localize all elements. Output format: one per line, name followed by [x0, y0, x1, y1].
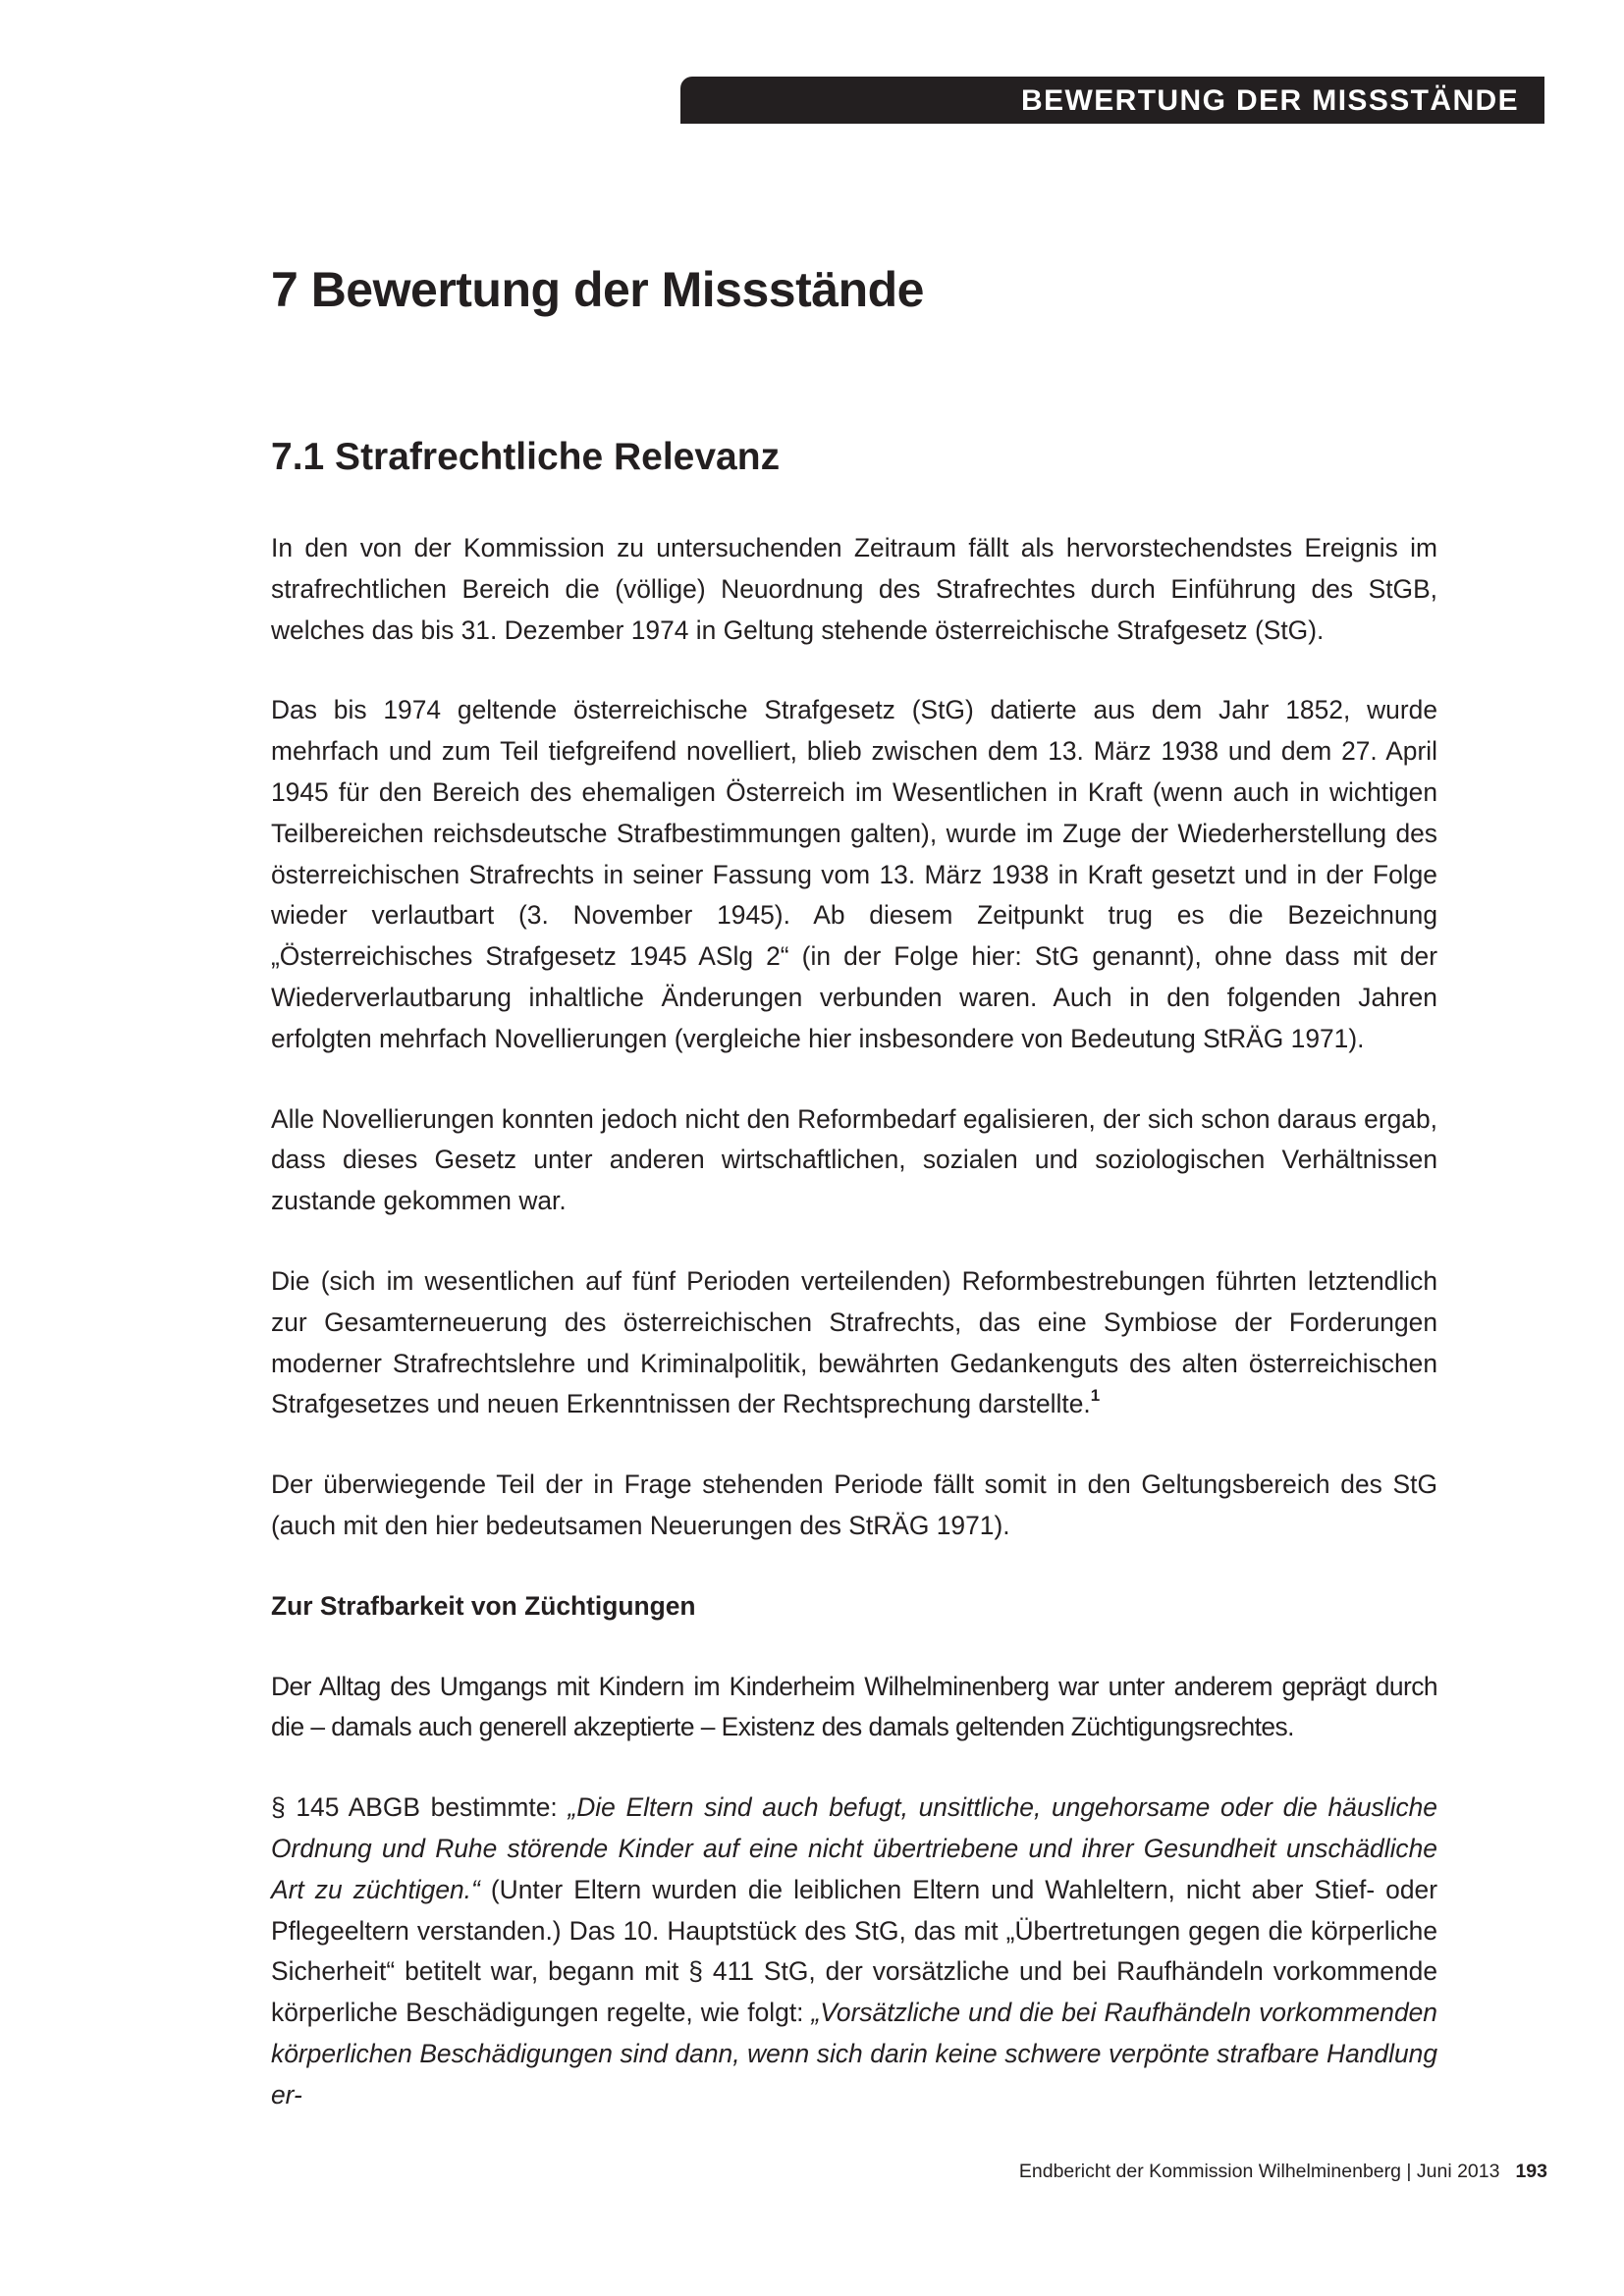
body-text [271, 528, 1437, 2116]
paragraph-6: Der Alltag des Umgangs mit Kindern im Kinderheim Wilhelminenberg war unter anderem geprägt durch die – damals auch generell akzeptierte – Existenz des damals geltenden Züchtigungsrechtes. [271, 1671, 1437, 1742]
paragraph-7-quote-stg: „Vorsätzliche und die bei Raufhändeln vorkommenden körperlichen Beschädigungen sind dann, wenn sich darin keine schwere verpönte strafbare Handlung er- [271, 1998, 1437, 2109]
paragraph-7 [271, 1788, 1437, 2115]
page-footer [1019, 2161, 1547, 2183]
footer-publication: Endbericht der Kommission Wilhelminenberg | Juni 2013 [1018, 2161, 1500, 2182]
paragraph-3: Alle Novellierungen konnten jedoch nicht den Reformbedarf egalisieren, der sich schon daraus ergab, dass dieses Gesetz unter anderen wirtschaftlichen, sozialen und soziologischen Verhältnissen zustande gekommen war. [271, 1103, 1437, 1216]
paragraph-4 [271, 1261, 1437, 1425]
running-header-bar [680, 77, 1544, 124]
paragraph-2: Das bis 1974 geltende österreichische Strafgesetz (StG) datierte aus dem Jahr 1852, wurde mehrfach und zum Teil tiefgreifend novelliert, blieb zwischen dem 13. März 1938 und dem 27. April 1945 für den Bereich des ehemaligen Österreich im Wesentlichen in Kraft (wenn auch in wichtigen Teilbereichen reichsdeutsche Strafbestimmungen galten), wurde im Zuge der Wiederherstellung des österreichischen Strafrechts in seiner Fassung vom 13. März 1938 in Kraft gesetzt und in der Folge wieder verlautbart (3. November 1945). Ab diesem Zeitpunkt trug es die Bezeichnung „Österreichisches Strafgesetz 1945 ASlg 2“ (in der Folge hier: StG genannt), ohne dass mit der Wiederverlautbarung inhaltliche Änderungen verbunden waren. Auch in den folgenden Jahren erfolgten mehrfach Novellierungen (vergleiche hier insbesondere von Bedeutung StRÄG 1971). [271, 695, 1437, 1053]
paragraph-7-middle: (Unter Eltern wurden die leiblichen Eltern und Wahleltern, nicht aber Stief- oder Pflegeeltern verstanden.) Das 10. Hauptstück des StG, das mit „Übertretungen gegen die körperliche Sicherheit“ betitelt war, begann mit § 411 StG, der vorsätzliche und bei Raufhändeln vorkommende körperliche Beschädigungen regelte, wie folgt: [271, 1874, 1437, 2028]
running-header-title: BEWERTUNG DER MISSSTÄNDE [1021, 84, 1519, 117]
footnote-marker: 1 [1090, 1386, 1101, 1406]
subheading-zuechtigungen: Zur Strafbarkeit von Züchtigungen [271, 1590, 696, 1621]
section-title: 7.1 Strafrechtliche Relevanz [271, 436, 781, 478]
paragraph-1: In den von der Kommission zu untersuchenden Zeitraum fällt als hervorstechendstes Ereignis im strafrechtlichen Bereich die (völlige) Neuordnung des Strafrechtes durch Einführung des StGB, welches das bis 31. Dezember 1974 in Geltung stehende österreichische Strafgesetz (StG). [271, 533, 1437, 645]
page-number: 193 [1515, 2161, 1547, 2182]
paragraph-7-quote-abgb: „Die Eltern sind auch befugt, unsittliche, ungehorsame oder die häusliche Ordnung und Ruhe störende Kinder auf eine nicht übertriebene und ihrer Gesundheit unschädliche Art zu züchtigen.“ [271, 1792, 1437, 1904]
paragraph-4-text: Die (sich im wesentlichen auf fünf Perioden verteilenden) Reformbestrebungen führten letztendlich zur Gesamterneuerung des österreichischen Strafrechts, das eine Symbiose der Forderungen moderner Strafrechtslehre und Kriminalpolitik, bewährten Gedankenguts des alten österreichischen Strafgesetzes und neuen Erkenntnissen der Rechtsprechung darstellte. [271, 1265, 1437, 1419]
paragraph-7-intro: § 145 ABGB bestimmte: [271, 1792, 568, 1823]
chapter-title: 7 Bewertung der Missstände [271, 262, 924, 317]
paragraph-5: Der überwiegende Teil der in Frage stehenden Periode fällt somit in den Geltungsbereich des StG (auch mit den hier bedeutsamen Neuerungen des StRÄG 1971). [271, 1469, 1437, 1540]
